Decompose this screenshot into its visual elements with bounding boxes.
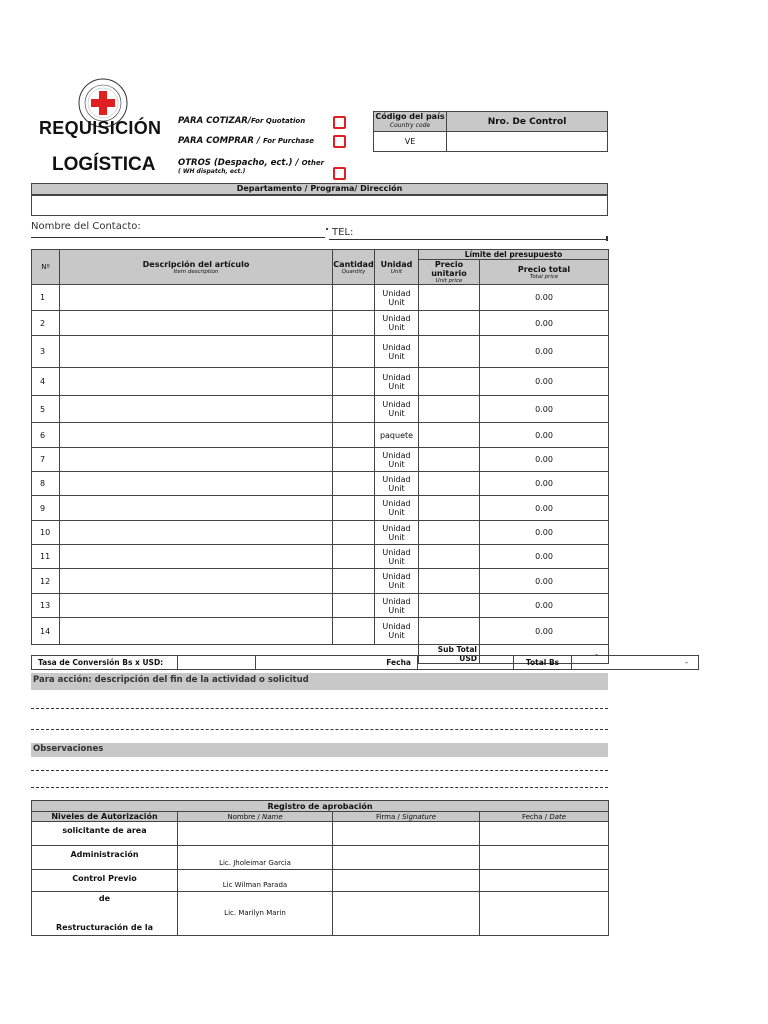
- col-desc-sub: Item description: [173, 268, 219, 275]
- item-quantity-field[interactable]: [333, 448, 375, 472]
- item-total-price: 0.00: [480, 472, 609, 496]
- item-unit-price-field[interactable]: [419, 285, 480, 311]
- item-unit: [375, 423, 419, 448]
- item-unit-en: Unit: [388, 508, 405, 517]
- approval-name-restructure[interactable]: Lic. Marilyn Marin: [178, 892, 333, 936]
- item-unit-price-field[interactable]: [419, 496, 480, 521]
- action-field[interactable]: [31, 695, 608, 733]
- option-purchase-label: PARA COMPRAR /: [178, 136, 263, 146]
- item-unit-en: Unit: [388, 532, 405, 542]
- item-row: [32, 521, 609, 545]
- item-unit-price-field[interactable]: [419, 472, 480, 496]
- approval-date-restructure[interactable]: [480, 892, 609, 936]
- approval-level-restructure-2: Restructuración de la: [56, 923, 153, 932]
- date-field[interactable]: [418, 656, 514, 670]
- item-unit-en: Unit: [388, 483, 405, 493]
- contact-label: Nombre del Contacto:: [31, 221, 141, 232]
- item-unit-en: Unit: [388, 631, 405, 640]
- item-row: [32, 336, 609, 368]
- item-unit: [375, 569, 419, 594]
- conversion-label: Tasa de Conversión Bs x USD:: [32, 656, 178, 670]
- item-unit-price-field[interactable]: [419, 521, 480, 545]
- item-total-price: 0.00: [480, 368, 609, 396]
- item-number: 12: [32, 569, 60, 594]
- option-quote-label: PARA COTIZAR/: [178, 116, 251, 126]
- country-code-table: [373, 111, 608, 152]
- item-description-field[interactable]: [60, 448, 333, 472]
- item-row: [32, 496, 609, 521]
- approval-date-admin[interactable]: [480, 846, 609, 870]
- item-unit-es: Unidad: [382, 596, 411, 606]
- item-total-price: 0.00: [480, 496, 609, 521]
- date-label: Fecha: [256, 656, 418, 670]
- item-quantity-field[interactable]: [333, 423, 375, 448]
- item-quantity-field[interactable]: [333, 594, 375, 618]
- item-unit-es: Unidad: [382, 342, 411, 352]
- option-other: [178, 158, 324, 175]
- item-unit: [375, 368, 419, 396]
- item-unit-price-field[interactable]: [419, 423, 480, 448]
- item-unit-price-field[interactable]: [419, 336, 480, 368]
- item-unit-price-field[interactable]: [419, 396, 480, 423]
- item-unit-en: Unit: [388, 351, 405, 361]
- col-price-label: Precio unitario: [431, 260, 467, 278]
- item-quantity-field[interactable]: [333, 496, 375, 521]
- col-no-header: Nº: [32, 250, 60, 285]
- item-number: 9: [32, 496, 60, 521]
- item-unit-price-field[interactable]: [419, 545, 480, 569]
- subtotal-label: Sub Total USD: [419, 645, 480, 664]
- col-sign-sub: Signature: [402, 812, 437, 821]
- item-total-price: 0.00: [480, 594, 609, 618]
- item-quantity-field[interactable]: [333, 569, 375, 594]
- item-quantity-field[interactable]: [333, 368, 375, 396]
- col-qty-header: [333, 250, 375, 285]
- col-name-header: Nombre / Name: [178, 812, 333, 822]
- col-date-header: Fecha / Date: [480, 812, 609, 822]
- observations-label: Observaciones: [31, 743, 608, 757]
- col-total-sub: Total price: [529, 273, 559, 280]
- item-unit-en: Unit: [388, 409, 405, 418]
- title-requisicion: REQUISICIÓN: [39, 118, 162, 138]
- item-total-price: 0.00: [480, 448, 609, 472]
- item-quantity-field[interactable]: [333, 545, 375, 569]
- item-unit: [375, 311, 419, 336]
- approval-sign-restructure[interactable]: [333, 892, 480, 936]
- item-row: [32, 285, 609, 311]
- item-total-price: 0.00: [480, 311, 609, 336]
- item-number: 4: [32, 368, 60, 396]
- control-number-header: Nro. De Control: [447, 112, 608, 132]
- item-unit-en: Unit: [388, 381, 405, 391]
- item-total-price: 0.00: [480, 396, 609, 423]
- item-unit-price-field[interactable]: [419, 618, 480, 645]
- col-price-header: [419, 260, 480, 285]
- item-unit: [375, 285, 419, 311]
- col-desc-header: [60, 250, 333, 285]
- country-code-sub: Country code: [389, 122, 431, 129]
- col-qty-label: Cantidad: [333, 259, 374, 269]
- conversion-field[interactable]: [178, 656, 256, 670]
- approval-name-admin[interactable]: Lic. Jholeimar Garcia: [178, 846, 333, 870]
- subtotal-value: -: [480, 645, 609, 664]
- item-unit-price-field[interactable]: [419, 594, 480, 618]
- item-number: 10: [32, 521, 60, 545]
- item-description-field[interactable]: [60, 521, 333, 545]
- item-number: 5: [32, 396, 60, 423]
- item-unit-es: Unidad: [382, 314, 411, 323]
- item-description-field[interactable]: [60, 311, 333, 336]
- item-number: 1: [32, 285, 60, 311]
- item-total-price: 0.00: [480, 423, 609, 448]
- country-code-label: Código del país: [375, 112, 445, 121]
- col-unit-sub: Unit: [390, 268, 403, 275]
- approval-sign-requester[interactable]: [333, 822, 480, 846]
- item-unit: [375, 396, 419, 423]
- department-label: Departamento / Programa/ Dirección: [31, 183, 608, 195]
- country-code-header: [374, 112, 447, 132]
- item-unit-es: paquete: [379, 430, 414, 440]
- item-unit-en: Unit: [388, 581, 405, 590]
- item-unit-es: Unidad: [382, 400, 411, 409]
- item-row: [32, 545, 609, 569]
- item-row: [32, 311, 609, 336]
- option-quote-sub: For Quotation: [250, 117, 306, 125]
- col-total-header: [480, 260, 609, 285]
- item-row: [32, 472, 609, 496]
- item-row: [32, 423, 609, 448]
- item-total-price: 0.00: [480, 569, 609, 594]
- item-total-price: 0.00: [480, 545, 609, 569]
- col-sign-label: Firma: [375, 812, 396, 821]
- item-quantity-field[interactable]: [333, 311, 375, 336]
- col-desc-label: Descripción del artículo: [142, 259, 250, 269]
- col-date-label: Fecha: [521, 812, 543, 821]
- item-unit: [375, 496, 419, 521]
- option-purchase: [178, 136, 314, 146]
- item-number: 3: [32, 336, 60, 368]
- item-description-field[interactable]: [60, 368, 333, 396]
- col-name-sub: Name: [261, 812, 283, 821]
- item-unit-es: Unidad: [382, 372, 411, 382]
- item-number: 13: [32, 594, 60, 618]
- item-quantity-field[interactable]: [333, 336, 375, 368]
- approval-sign-control[interactable]: [333, 870, 480, 892]
- item-number: 11: [32, 545, 60, 569]
- approval-level-admin: Administración: [32, 846, 178, 870]
- item-unit: [375, 336, 419, 368]
- approval-level-control: Control Previo: [32, 870, 178, 892]
- item-unit-price-field[interactable]: [419, 569, 480, 594]
- item-unit-es: Unidad: [382, 572, 411, 581]
- control-number-value[interactable]: [447, 132, 608, 152]
- budget-limit-header: Límite del presupuesto: [419, 250, 609, 260]
- item-unit-en: Unit: [388, 556, 405, 566]
- item-quantity-field[interactable]: [333, 285, 375, 311]
- item-unit-price-field[interactable]: [419, 311, 480, 336]
- approval-table: [31, 800, 609, 936]
- item-total-price: 0.00: [480, 336, 609, 368]
- col-qty-sub: Quantity: [341, 268, 366, 275]
- item-unit-price-field[interactable]: [419, 368, 480, 396]
- approval-name-requester[interactable]: [178, 822, 333, 846]
- item-description-field[interactable]: [60, 423, 333, 448]
- quote-checkbox[interactable]: [333, 116, 346, 129]
- option-other-label: OTROS (Despacho, ect.) /: [178, 158, 302, 168]
- item-quantity-field[interactable]: [333, 472, 375, 496]
- item-unit-price-field[interactable]: [419, 448, 480, 472]
- total-bs-value: -: [572, 656, 699, 670]
- item-unit-es: Unidad: [382, 523, 411, 533]
- item-description-field[interactable]: [60, 569, 333, 594]
- col-total-label: Precio total: [517, 264, 571, 274]
- item-quantity-field[interactable]: [333, 396, 375, 423]
- item-unit-en: Unit: [388, 323, 405, 332]
- tel-label: TEL:: [332, 227, 354, 238]
- item-unit: [375, 618, 419, 645]
- items-table: [31, 249, 609, 664]
- item-description-field[interactable]: [60, 545, 333, 569]
- approval-level-restructure: [32, 892, 178, 936]
- item-unit-es: Unidad: [382, 622, 411, 631]
- action-label: Para acción: descripción del fin de la actividad o solicitud: [31, 673, 608, 690]
- item-total-price: 0.00: [480, 285, 609, 311]
- item-number: 6: [32, 423, 60, 448]
- department-field[interactable]: [31, 195, 608, 216]
- contact-field[interactable]: [326, 228, 328, 230]
- item-unit-es: Unidad: [382, 474, 411, 484]
- item-unit-en: Unit: [388, 297, 405, 307]
- item-row: [32, 569, 609, 594]
- item-description-field[interactable]: [60, 496, 333, 521]
- item-description-field[interactable]: [60, 594, 333, 618]
- item-unit-es: Unidad: [382, 499, 411, 508]
- option-other-sub2: ( WH dispatch, ect.): [178, 168, 246, 175]
- option-purchase-sub: For Purchase: [262, 137, 314, 145]
- item-unit: [375, 521, 419, 545]
- col-price-sub: Unit price: [435, 278, 463, 284]
- item-description-field[interactable]: [60, 472, 333, 496]
- item-description-field[interactable]: [60, 618, 333, 645]
- title-logistica: LOGÍSTICA: [52, 154, 156, 175]
- approval-level-requester: solicitante de area: [32, 822, 178, 846]
- item-row: [32, 396, 609, 423]
- col-name-label: Nombre: [227, 812, 256, 821]
- item-total-price: 0.00: [480, 521, 609, 545]
- option-quote: [178, 116, 305, 126]
- item-number: 8: [32, 472, 60, 496]
- purchase-checkbox[interactable]: [333, 135, 346, 148]
- item-description-field[interactable]: [60, 396, 333, 423]
- col-date-sub: Date: [549, 812, 567, 821]
- col-unit-label: Unidad: [380, 259, 413, 269]
- item-unit-es: Unidad: [382, 288, 411, 298]
- item-quantity-field[interactable]: [333, 618, 375, 645]
- item-unit: [375, 545, 419, 569]
- item-row: [32, 594, 609, 618]
- other-checkbox[interactable]: [333, 167, 346, 180]
- conversion-table: [31, 655, 699, 670]
- item-description-field[interactable]: [60, 285, 333, 311]
- item-unit-en: Unit: [388, 459, 405, 469]
- observations-field[interactable]: [31, 759, 608, 789]
- approval-name-control[interactable]: Lic Wilman Parada: [178, 870, 333, 892]
- col-levels-header: Niveles de Autorización: [32, 812, 178, 822]
- approval-level-restructure-1: de: [98, 894, 111, 903]
- item-total-price: 0.00: [480, 618, 609, 645]
- approval-date-requester[interactable]: [480, 822, 609, 846]
- total-bs-label: Total Bs: [514, 656, 572, 670]
- option-other-sub: Other: [301, 159, 325, 167]
- item-unit: [375, 448, 419, 472]
- item-number: 7: [32, 448, 60, 472]
- item-description-field[interactable]: [60, 336, 333, 368]
- item-unit-es: Unidad: [382, 450, 411, 460]
- item-quantity-field[interactable]: [333, 521, 375, 545]
- item-number: 14: [32, 618, 60, 645]
- approval-title: Registro de aprobación: [32, 801, 609, 812]
- item-number: 2: [32, 311, 60, 336]
- item-unit: [375, 594, 419, 618]
- approval-sign-admin[interactable]: [333, 846, 480, 870]
- item-unit-es: Unidad: [382, 547, 411, 557]
- item-unit: [375, 472, 419, 496]
- col-sign-header: Firma / Signature: [333, 812, 480, 822]
- item-row: [32, 618, 609, 645]
- item-row: [32, 448, 609, 472]
- col-unit-header: [375, 250, 419, 285]
- country-code-value[interactable]: VE: [374, 132, 447, 152]
- approval-date-control[interactable]: [480, 870, 609, 892]
- item-row: [32, 368, 609, 396]
- item-unit-en: Unit: [388, 605, 405, 615]
